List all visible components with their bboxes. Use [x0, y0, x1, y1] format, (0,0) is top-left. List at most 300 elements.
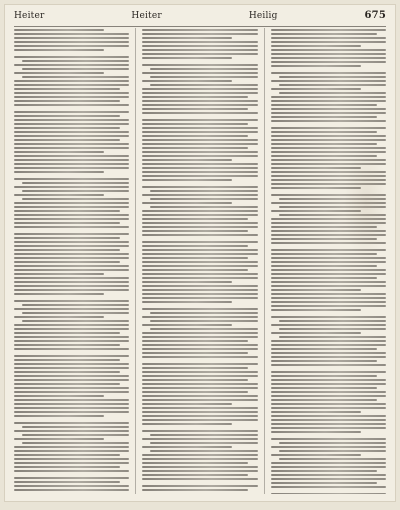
text-line: [14, 281, 129, 283]
text-line: [150, 206, 257, 208]
text-line: [271, 340, 386, 342]
text-line: [14, 454, 120, 456]
text-line: [14, 135, 129, 137]
text-line: [142, 33, 257, 35]
text-line: [14, 45, 129, 47]
text-line: [14, 159, 129, 161]
text-line: [142, 202, 232, 204]
text-line: [14, 332, 120, 334]
text-line: [142, 277, 257, 279]
text-line: [142, 214, 257, 216]
header-right-word: Heilig: [248, 11, 278, 21]
text-line: [271, 104, 377, 106]
text-line: [271, 383, 386, 385]
text-line: [14, 477, 129, 479]
text-line: [271, 470, 377, 472]
text-column-left: [14, 28, 129, 494]
text-line: [271, 261, 386, 263]
text-line: [279, 214, 386, 216]
text-line: [142, 45, 257, 47]
text-line: [271, 116, 377, 118]
text-line: [142, 159, 232, 161]
text-line: [14, 399, 129, 401]
text-line: [271, 202, 386, 204]
text-line: [142, 257, 248, 259]
text-line: [271, 183, 386, 185]
text-line: [142, 222, 257, 224]
text-line: [14, 178, 129, 180]
text-line: [14, 194, 104, 196]
text-line: [150, 198, 257, 200]
text-line: [271, 269, 386, 271]
text-line: [14, 233, 129, 235]
text-line: [14, 387, 129, 389]
text-line: [14, 253, 129, 255]
text-line: [14, 64, 129, 66]
text-line: [22, 198, 129, 200]
text-line: [150, 434, 257, 436]
text-line: [14, 84, 129, 86]
text-line: [14, 344, 120, 346]
text-line: [14, 147, 129, 149]
text-line: [150, 450, 257, 452]
text-line: [14, 167, 129, 169]
text-line: [142, 387, 257, 389]
text-line: [142, 474, 248, 476]
text-line: [142, 379, 248, 381]
text-line: [14, 316, 104, 318]
text-line: [22, 426, 129, 428]
text-line: [14, 100, 120, 102]
text-line: [271, 143, 377, 145]
text-line: [14, 485, 129, 487]
text-line: [271, 387, 377, 389]
text-line: [22, 182, 129, 184]
text-line: [150, 442, 257, 444]
text-line: [142, 167, 257, 169]
text-line: [271, 289, 361, 291]
text-line: [14, 37, 129, 39]
text-line: [14, 450, 129, 452]
text-line: [271, 399, 377, 401]
text-line: [14, 293, 104, 295]
text-line: [14, 269, 129, 271]
text-line: [22, 68, 129, 70]
text-line: [271, 265, 377, 267]
text-line: [14, 218, 129, 220]
text-line: [14, 407, 129, 409]
text-line: [271, 155, 377, 157]
text-line: [271, 249, 386, 251]
text-line: [271, 72, 386, 74]
text-line: [271, 431, 361, 433]
text-line: [14, 210, 120, 212]
text-line: [142, 139, 257, 141]
text-line: [142, 218, 248, 220]
text-line: [142, 430, 257, 432]
text-line: [142, 273, 257, 275]
text-line: [142, 383, 257, 385]
text-line: [271, 242, 386, 244]
text-line: [142, 80, 232, 82]
text-line: [271, 446, 386, 448]
text-line: [14, 458, 129, 460]
text-line: [271, 171, 386, 173]
text-line: [271, 127, 386, 129]
text-line: [14, 80, 129, 82]
text-line: [14, 379, 129, 381]
text-line: [142, 108, 248, 110]
text-line: [271, 61, 386, 63]
text-line: [271, 407, 386, 409]
text-line: [14, 72, 104, 74]
text-line: [14, 308, 129, 310]
text-line: [14, 355, 129, 357]
text-line: [271, 108, 386, 110]
text-line: [142, 37, 232, 39]
text-line: [142, 135, 248, 137]
text-line: [142, 297, 257, 299]
text-line: [22, 312, 129, 314]
text-line: [279, 450, 386, 452]
text-line: [142, 123, 248, 125]
text-line: [14, 127, 120, 129]
text-line: [142, 454, 257, 456]
text-line: [271, 163, 386, 165]
text-line: [271, 462, 386, 464]
text-line: [271, 41, 386, 43]
text-line: [271, 151, 386, 153]
text-line: [271, 135, 386, 137]
text-line: [142, 100, 257, 102]
text-line: [271, 395, 386, 397]
text-line: [271, 167, 361, 169]
text-line: [271, 100, 386, 102]
text-line: [142, 419, 257, 421]
text-line: [14, 470, 129, 472]
text-line: [142, 53, 257, 55]
text-line: [142, 285, 257, 287]
text-line: [14, 171, 104, 173]
text-line: [14, 56, 129, 58]
text-line: [14, 186, 129, 188]
text-line: [142, 391, 248, 393]
text-line: [279, 320, 386, 322]
text-line: [271, 120, 386, 122]
text-line: [142, 458, 257, 460]
text-line: [14, 371, 120, 373]
text-line: [271, 423, 386, 425]
text-line: [271, 238, 377, 240]
text-line: [271, 65, 361, 67]
text-line: [14, 41, 129, 43]
text-line: [142, 363, 257, 365]
text-line: [14, 257, 129, 259]
text-line: [142, 64, 257, 66]
text-line: [14, 104, 129, 106]
text-line: [142, 395, 257, 397]
text-line: [142, 41, 257, 43]
text-line: [271, 45, 361, 47]
text-line: [14, 245, 129, 247]
text-line: [142, 155, 257, 157]
text-line: [271, 415, 386, 417]
text-line: [271, 226, 377, 228]
text-line: [14, 265, 129, 267]
text-line: [14, 29, 104, 31]
text-line: [14, 383, 120, 385]
text-line: [14, 222, 120, 224]
page-number: 675: [364, 10, 386, 21]
text-line: [142, 403, 232, 405]
text-line: [150, 84, 257, 86]
text-line: [22, 304, 129, 306]
text-line: [142, 230, 248, 232]
text-line: [14, 415, 104, 417]
text-line: [142, 340, 248, 342]
text-line: [271, 230, 386, 232]
text-line: [142, 226, 257, 228]
text-line: [14, 115, 120, 117]
text-line: [271, 427, 386, 429]
text-line: [14, 241, 129, 243]
text-line: [142, 49, 257, 51]
text-line: [14, 49, 104, 51]
text-line: [142, 265, 257, 267]
text-line: [271, 348, 377, 350]
text-line: [142, 249, 257, 251]
text-line: [14, 403, 129, 405]
text-line: [142, 119, 257, 121]
text-line: [142, 72, 257, 74]
text-line: [14, 324, 129, 326]
text-line: [142, 324, 232, 326]
text-line: [142, 438, 257, 440]
text-line: [271, 80, 386, 82]
text-line: [271, 466, 386, 468]
running-header: [14, 10, 386, 24]
text-line: [142, 352, 248, 354]
text-line: [14, 151, 104, 153]
text-line: [14, 33, 129, 35]
text-line: [279, 328, 386, 330]
text-line: [142, 332, 257, 334]
text-line: [271, 375, 377, 377]
text-line: [14, 131, 129, 133]
text-line: [22, 442, 129, 444]
text-line: [271, 438, 386, 440]
text-line: [271, 88, 361, 90]
text-line: [271, 29, 386, 31]
text-line: [14, 214, 129, 216]
text-line: [14, 143, 129, 145]
text-line: [150, 312, 257, 314]
text-line: [271, 364, 386, 366]
text-line: [142, 163, 257, 165]
text-line: [142, 234, 257, 236]
text-line: [22, 320, 129, 322]
text-line: [142, 466, 257, 468]
text-line: [271, 379, 386, 381]
text-line: [271, 253, 377, 255]
text-line: [142, 411, 257, 413]
text-line: [142, 367, 248, 369]
text-line: [14, 367, 129, 369]
text-line: [271, 273, 386, 275]
text-line: [271, 297, 386, 299]
text-line: [14, 391, 129, 393]
text-line: [142, 308, 257, 310]
text-line: [271, 234, 386, 236]
text-line: [271, 218, 386, 220]
text-line: [14, 289, 129, 291]
text-line: [142, 371, 257, 373]
text-line: [279, 198, 386, 200]
text-line: [271, 482, 377, 484]
text-line: [150, 320, 257, 322]
text-line: [279, 206, 386, 208]
text-line: [142, 210, 257, 212]
text-line: [271, 478, 386, 480]
text-line: [142, 127, 257, 129]
header-rule: [14, 26, 386, 27]
text-line: [14, 88, 120, 90]
text-line: [142, 253, 257, 255]
text-line: [142, 104, 257, 106]
text-line: [271, 309, 361, 311]
text-line: [22, 434, 129, 436]
text-line: [279, 442, 386, 444]
text-line: [14, 155, 129, 157]
text-line: [271, 49, 386, 51]
text-line: [14, 123, 129, 125]
text-line: [279, 336, 386, 338]
text-line: [142, 462, 248, 464]
text-line: [142, 29, 257, 31]
text-line: [14, 336, 129, 338]
text-columns: [14, 28, 386, 494]
text-line: [271, 285, 386, 287]
text-line: [271, 112, 386, 114]
text-line: [142, 175, 257, 177]
text-line: [14, 111, 129, 113]
text-line: [14, 328, 129, 330]
text-line: [142, 245, 248, 247]
text-line: [271, 324, 386, 326]
text-line: [271, 53, 386, 55]
text-line: [271, 293, 386, 295]
text-line: [142, 186, 257, 188]
text-line: [271, 454, 361, 456]
text-line: [14, 462, 129, 464]
text-line: [142, 151, 257, 153]
text-line: [271, 419, 386, 421]
text-line: [142, 88, 257, 90]
text-line: [142, 112, 257, 114]
text-line: [142, 131, 257, 133]
text-line: [271, 493, 386, 494]
text-line: [271, 356, 386, 358]
text-line: [14, 139, 120, 141]
text-line: [142, 269, 248, 271]
text-line: [142, 407, 257, 409]
text-line: [14, 481, 120, 483]
text-line: [14, 261, 120, 263]
text-line: [271, 210, 361, 212]
text-line: [271, 474, 386, 476]
text-line: [142, 344, 257, 346]
text-line: [14, 237, 120, 239]
text-line: [14, 375, 129, 377]
text-line: [271, 281, 386, 283]
text-line: [271, 486, 386, 488]
text-line: [150, 190, 257, 192]
text-line: [271, 305, 386, 307]
text-line: [14, 359, 120, 361]
text-line: [271, 96, 386, 98]
text-line: [14, 395, 104, 397]
text-line: [142, 241, 257, 243]
text-line: [14, 96, 129, 98]
text-line: [14, 226, 129, 228]
header-left-word: Heiter: [14, 11, 45, 21]
text-line: [271, 33, 377, 35]
text-line: [22, 190, 129, 192]
text-line: [14, 277, 129, 279]
text-line: [14, 363, 129, 365]
text-column-middle: [135, 28, 257, 494]
text-line: [142, 489, 248, 491]
text-line: [271, 175, 386, 177]
text-line: [14, 340, 129, 342]
text-line: [142, 92, 257, 94]
text-line: [142, 96, 248, 98]
text-line: [271, 57, 386, 59]
text-line: [14, 163, 129, 165]
text-line: [279, 84, 386, 86]
text-line: [150, 76, 257, 78]
text-line: [271, 257, 386, 259]
text-line: [142, 423, 232, 425]
text-line: [14, 202, 129, 204]
text-line: [142, 194, 257, 196]
text-line: [14, 285, 129, 287]
text-line: [142, 293, 257, 295]
text-line: [142, 179, 232, 181]
text-line: [14, 249, 120, 251]
text-line: [271, 332, 361, 334]
header-center-word: Heiter: [131, 11, 162, 21]
text-line: [14, 300, 129, 302]
text-line: [14, 92, 129, 94]
text-line: [271, 391, 386, 393]
text-line: [279, 92, 386, 94]
text-line: [142, 478, 257, 480]
text-line: [271, 194, 386, 196]
text-line: [142, 57, 232, 59]
text-line: [271, 277, 377, 279]
text-line: [271, 222, 386, 224]
text-line: [279, 458, 386, 460]
text-line: [142, 289, 257, 291]
text-line: [142, 281, 232, 283]
text-line: [142, 399, 257, 401]
text-line: [142, 415, 257, 417]
text-line: [150, 68, 257, 70]
text-line: [271, 139, 386, 141]
text-line: [271, 360, 377, 362]
text-line: [14, 446, 129, 448]
